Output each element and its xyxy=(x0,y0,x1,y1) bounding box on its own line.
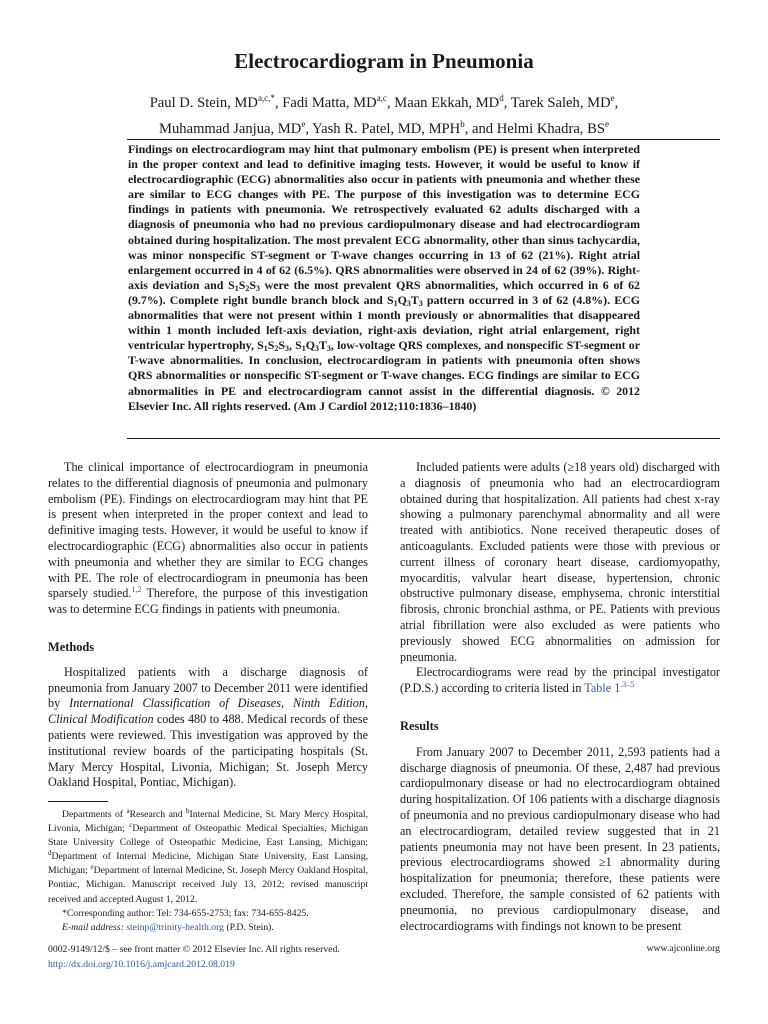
subscript: 3 xyxy=(418,298,423,308)
body-text: The clinical importance of electrocardiogram in pneumonia relates to the differential diagnosis of pneumonia and pulmonary embolism (PE). Findings on electrocardiogram may hint that PE is present when interpreted in the proper context and lead to definitive imaging tests. However, it would be useful to know if electrocardiographic (ECG) abnormalities also occur in patients with pneumonia and whether they are similar to ECG changes with PE. The role of electrocardiogram in pneumonia has been sparsely studied. xyxy=(48,460,368,601)
email-line xyxy=(48,921,368,935)
author-affiliation: a,c,* xyxy=(257,93,275,103)
ecg-reading-paragraph xyxy=(400,665,720,697)
abstract-text: Q xyxy=(305,338,315,353)
body-text: Electrocardiograms were read by the principal investigator (P.D.S.) according to criteria listed in xyxy=(400,665,720,696)
abstract-text: , S xyxy=(288,338,302,353)
abstract-text: T xyxy=(318,338,327,353)
abstract xyxy=(128,142,640,414)
author-list xyxy=(90,88,678,140)
body-text: Hospitalized patients with a discharge diagnosis of pneumonia from January 2007 to December 2011 were identified by xyxy=(48,664,368,711)
doi-link[interactable]: http://dx.doi.org/10.1016/j.amjcard.2012.08.019 xyxy=(48,958,235,970)
email-label: E-mail address: xyxy=(62,921,124,933)
author-separator: , xyxy=(614,94,619,111)
body-column-left xyxy=(48,460,368,791)
body-text: Therefore, the purpose of this investigation was to determine ECG findings in patients with pneumonia. xyxy=(48,586,368,617)
intro-paragraph xyxy=(48,460,368,618)
abstract-text: were the most prevalent QRS abnormalities, which occurred in 6 of 62 (9.7%). Complete right bundle branch block and S xyxy=(128,277,640,307)
affiliation-mark: d xyxy=(48,849,52,858)
reference-link[interactable]: 1,2 xyxy=(131,585,142,595)
affiliation-mark: a xyxy=(126,806,130,815)
footnote-text: (P.D. Stein). xyxy=(224,921,274,933)
author-affiliation: e xyxy=(301,118,306,129)
author: , Tarek Saleh, MD xyxy=(503,94,611,111)
footnote-text: Departments of xyxy=(62,809,127,820)
author: Paul D. Stein, MD xyxy=(149,94,258,111)
abstract-bottom-rule xyxy=(127,438,720,439)
author: , Fadi Matta, MD xyxy=(274,94,377,111)
affiliation-mark: c xyxy=(129,820,133,829)
footnote-rule xyxy=(48,801,108,802)
body-text: codes 480 to 488. Medical records of these patients were reviewed. This investigation was approved by the institutional review boards of the participating hospitals (St. Mary Mercy Hospital, Livonia, Michigan; St. Joseph Mercy Oakland Hospital, Pontiac, Michigan). xyxy=(48,712,368,790)
subscript: 1 xyxy=(263,344,268,354)
subscript: 3 xyxy=(284,344,289,354)
affiliations-footnote xyxy=(48,808,368,935)
abstract-text: , low-voltage QRS complexes, and nonspecific ST-segment or T-wave abnormalities. In conclusion, electrocardiogram in patients with pneumonia often shows QRS abnormalities or nonspecific ST-segment or T-wave changes. ECG findings are similar to ECG abnormalities in PE and electrocardiogram cannot assist in the differential diagnosis. © 2012 Elsevier Inc. All rights reserved. (Am J Cardiol 2012;110:1836–1840) xyxy=(128,338,641,413)
author-affiliation: e xyxy=(604,118,609,129)
results-heading: Results xyxy=(400,718,439,733)
abstract-text: S xyxy=(267,338,275,353)
issn-line: 0002-9149/12/$ – see front matter © 2012 Elsevier Inc. All rights reserved. xyxy=(48,944,340,955)
abstract-text: T xyxy=(410,292,419,307)
reference-link[interactable]: .3–5 xyxy=(620,680,635,690)
inclusion-paragraph: Included patients were adults (≥18 years old) discharged with a diagnosis of pneumonia who had an electrocardiogram obtained during that hospitalization. All patients had chest x-ray showing a pulmonary parenchymal abnormality and all were treated with antibiotics. None received therapeutic doses of anticoagulants. Excluded patients were those with previous or current illness of coronary heart disease, cardiomyopathy, myocarditis, valvular heart disease, hypertension, chronic obstructive pulmonary disease, emphysema, chronic interstitial fibrosis, chronic bronchial asthma, or PE. Patients with previous atrial fibrillation were also excluded as were patients who previously showed ECG abnormalities on admission for pneumonia. xyxy=(400,460,720,664)
footnote-text: Department of Osteopathic Medical Specialties, Michigan State University College of Osteopathic Medicine, East Lansing, Michigan; xyxy=(48,823,369,849)
subscript: 3 xyxy=(406,298,411,308)
author-affiliation: e xyxy=(610,93,615,103)
abstract-top-rule xyxy=(127,139,720,140)
author-affiliation: b xyxy=(460,118,465,129)
author: , Yash R. Patel, MD, MPH xyxy=(305,120,461,137)
subscript: 2 xyxy=(245,283,250,293)
footnote-text: Department of Internal Medicine, St. Joseph Mercy Oakland Hospital, Pontiac, Michigan. Manuscript received July 13, 2012; revised manuscript received and accepted August 1, 2012. xyxy=(48,865,368,905)
affiliation-mark: b xyxy=(186,806,190,815)
methods-paragraph xyxy=(48,665,368,791)
author-affiliation: d xyxy=(499,93,504,103)
subscript: 1 xyxy=(234,283,239,293)
corresponding-author: *Corresponding author: Tel: 734-655-2753; fax: 734-655-8425. xyxy=(62,907,309,919)
subscript: 3 xyxy=(326,344,331,354)
author: , Maan Ekkah, MD xyxy=(386,94,500,111)
footnote-text: Department of Internal Medicine, Michigan State University, East Lansing, Michigan; xyxy=(48,851,368,877)
footer-left xyxy=(48,943,340,972)
author-line-2 xyxy=(90,114,678,140)
table-link[interactable]: Table 1 xyxy=(584,681,621,696)
author-line-1 xyxy=(90,88,678,114)
author-affiliation: a,c xyxy=(376,93,387,103)
affiliation-mark: e xyxy=(90,863,94,872)
subscript: 1 xyxy=(301,344,306,354)
author: , and Helmi Khadra, BS xyxy=(464,120,605,137)
subscript: 2 xyxy=(274,344,279,354)
abstract-text: S xyxy=(249,277,256,292)
abstract-text: S xyxy=(278,338,285,353)
footnote-text: Internal Medicine, St. Mary Mercy Hospital, Livonia, Michigan; xyxy=(48,809,368,835)
body-column-right xyxy=(400,460,720,934)
subscript: 3 xyxy=(255,283,260,293)
article-title: Electrocardiogram in Pneumonia xyxy=(234,49,534,73)
abstract-text: S xyxy=(238,277,246,292)
email-link[interactable]: steinp@trinity-health.org xyxy=(126,921,225,933)
journal-website[interactable]: www.ajconline.org xyxy=(646,943,720,954)
subscript: 3 xyxy=(314,344,319,354)
affiliations xyxy=(48,808,368,907)
methods-heading: Methods xyxy=(48,639,95,654)
subscript: 1 xyxy=(393,298,398,308)
abstract-text: Findings on electrocardiogram may hint that pulmonary embolism (PE) is present when interpreted in the proper context and lead to definitive imaging tests. However, it would be useful to know if electrocardiographic (ECG) abnormalities also occur in patients with pneumonia and whether these are similar to ECG changes with PE. The purpose of this investigation was to determine ECG findings in patients with pneumonia. We retrospectively evaluated 62 adults discharged with a diagnosis of pneumonia who had no previous cardiopulmonary disease and had electrocardiogram obtained during hospitalization. The most prevalent ECG abnormality, other than sinus tachycardia, was minor nonspecific ST-segment or T-wave changes occurring in 13 of 62 (21%). Right atrial enlargement occurred in 4 of 62 (6.5%). QRS abnormalities were observed in 24 of 62 (39%). Right-axis deviation and S xyxy=(128,142,640,292)
results-paragraph: From January 2007 to December 2011, 2,593 patients had a discharge diagnosis of pneumonia. Of these, 2,487 had previous cardiopulmonary disease or had no electrocardiogram obtained during hospitalization. Of 106 patients with a discharge diagnosis of pneumonia and no previous cardiopulmonary disease who had an electrocardiogram, detailed review suggested that in 21 patients pneumonia may not have been present. In 23 patients, previous electrocardiograms showed ≥1 abnormality during hospitalization for pneumonia; therefore, these patients were excluded. Therefore, the sample consisted of 62 patients with pneumonia, no previous cardiopulmonary disease, and electrocardiograms with findings not known to be present xyxy=(400,744,720,933)
footnote-text: Research and xyxy=(129,809,187,820)
classification-title: International Classification of Diseases, Ninth Edition, Clinical Modification xyxy=(48,696,368,727)
abstract-text: Q xyxy=(397,292,407,307)
author: Muhammad Janjua, MD xyxy=(159,120,302,137)
abstract-text: pattern occurred in 3 of 62 (4.8%). ECG abnormalities that were not present within 1 month previously or abnormalities that disappeared within 1 month included left-axis deviation, right-axis deviation, right atrial enlargement, right ventricular hypertrophy, S xyxy=(128,292,640,353)
